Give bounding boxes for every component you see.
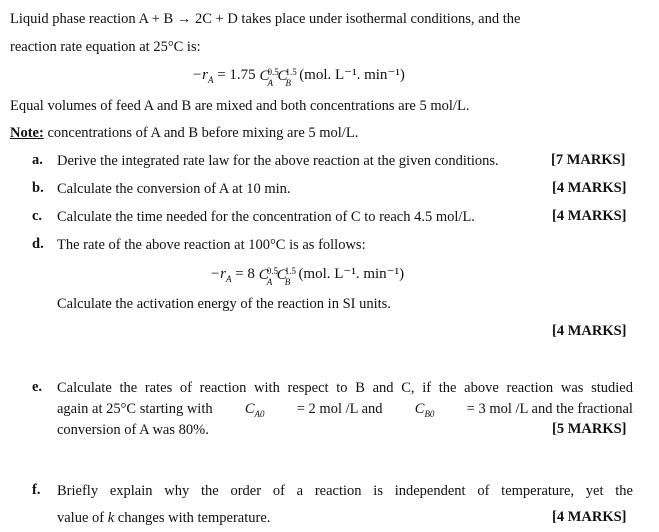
rate-constant-k: k [107, 510, 115, 526]
rate-coefficient: = 1.75 [217, 67, 256, 83]
intro-line-2: reaction rate equation at 25°C is: [10, 39, 201, 55]
question-c-label: c. [32, 208, 43, 224]
question-e-label: e. [32, 379, 43, 395]
rate-equation-100c: $-r_A = 8$ C 0.5 A C 1.5 B (mol. L⁻¹. min⁻¹) [210, 265, 405, 287]
ca-power-term: C 0.5 A [259, 66, 279, 88]
question-c-marks: [4 MARKS] [552, 208, 627, 224]
question-f-marks: [4 MARKS] [552, 509, 627, 525]
question-c-text: Calculate the time needed for the concentration of C to reach 4.5 mol/L. [57, 209, 475, 225]
rate-equation-25c: $-r_A = 1.75$ C 0.5 A C 1.5 B (mol. L⁻¹. min⁻¹) [192, 66, 405, 88]
question-a-marks: [7 MARKS] [551, 152, 626, 168]
question-f-label: f. [32, 482, 41, 498]
cb-power-term: C 1.5 B [277, 66, 297, 88]
question-e-line-1: Calculate the rates of reaction with respect to B and C, if the above reaction was studied [57, 380, 633, 396]
question-d-marks: [4 MARKS] [552, 323, 627, 339]
question-d-text: The rate of the above reaction at 100°C is as follows: [57, 237, 366, 253]
rate-coefficient-100c: = 8 [235, 266, 255, 282]
question-b-marks: [4 MARKS] [552, 180, 627, 196]
question-e-line-2: again at 25°C starting with $C_{A0}$ = 2 mol /L and $C_{B0}$ = 3 mol /L and the fractional [57, 401, 633, 419]
question-d-text-2: Calculate the activation energy of the reaction in SI units. [57, 296, 391, 312]
cb0-term: $C_{B0}$ [414, 401, 435, 419]
question-b-text: Calculate the conversion of A at 10 min. [57, 181, 291, 197]
rate-symbol: −r [192, 67, 208, 83]
question-d-label: d. [32, 236, 44, 252]
question-b-label: b. [32, 180, 44, 196]
note-line [10, 124, 358, 142]
cb-power-term-100c: C 1.5 B [276, 265, 296, 287]
question-e-line-3: conversion of A was 80%. [57, 422, 209, 438]
ca-power-term-100c: C 0.5 A [258, 265, 278, 287]
question-f-line-1: Briefly explain why the order of a reaction is independent of temperature, yet the [57, 483, 633, 499]
intro-line-1: Liquid phase reaction A + B → 2C + D takes place under isothermal conditions, and the [10, 11, 521, 27]
rate-units-100c: (mol. L⁻¹. min⁻¹) [298, 266, 405, 282]
question-e-marks: [5 MARKS] [552, 421, 627, 437]
rate-units: (mol. L⁻¹. min⁻¹) [299, 67, 405, 83]
note-text: concentrations of A and B before mixing are 5 mol/L. [43, 125, 359, 141]
question-f-line-2: value of k changes with temperature. [57, 510, 271, 526]
feed-statement: Equal volumes of feed A and B are mixed and both concentrations are 5 mol/L. [10, 98, 470, 114]
question-a-text: Derive the integrated rate law for the above reaction at the given conditions. [57, 153, 499, 169]
ca0-term: $C_{A0}$ [244, 401, 265, 419]
note-label: Note: [10, 125, 44, 141]
question-a-label: a. [32, 152, 43, 168]
